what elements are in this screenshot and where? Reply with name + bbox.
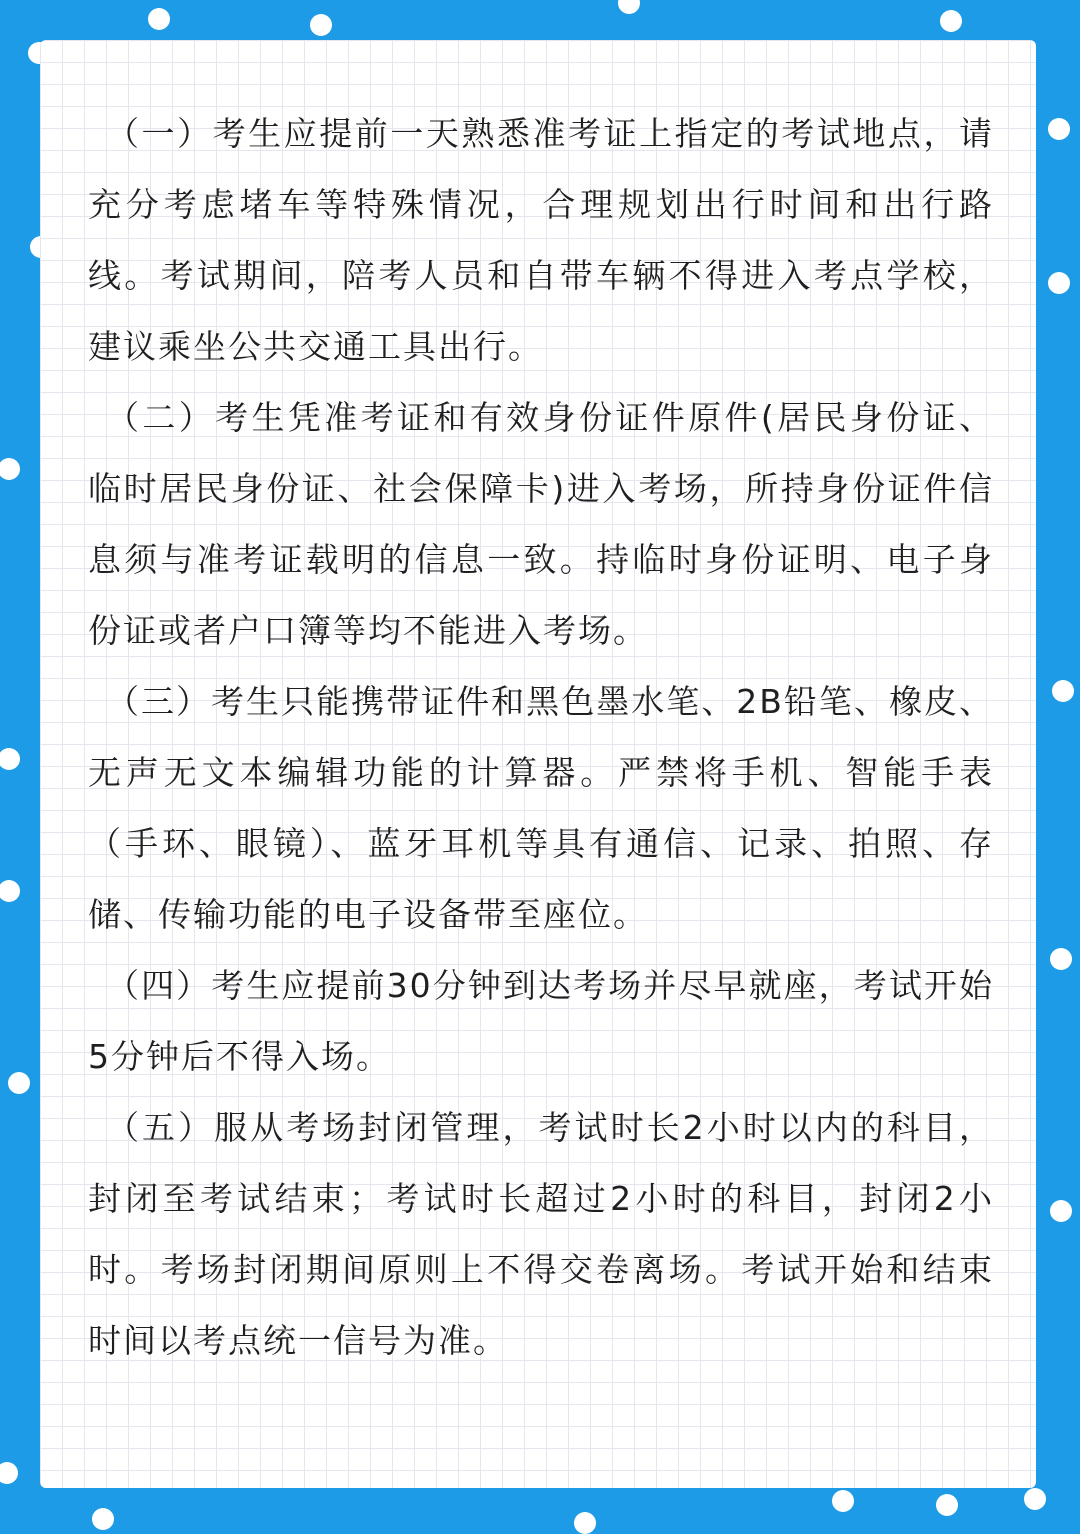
frame-dot: [1052, 680, 1074, 702]
frame-dot: [1050, 1200, 1072, 1222]
frame-dot: [310, 14, 332, 36]
frame-dot: [940, 10, 962, 32]
rule-paragraph-1: （一）考生应提前一天熟悉准考证上指定的考试地点，请充分考虑堵车等特殊情况，合理规划出行时间和出行路线。考试期间，陪考人员和自带车辆不得进入考点学校，建议乘坐公共交通工具出行。: [88, 114, 994, 366]
frame-dot: [0, 458, 20, 480]
rule-paragraph-3: （三）考生只能携带证件和黑色墨水笔、2B铅笔、橡皮、无声无文本编辑功能的计算器。严禁将手机、智能手表（手环、眼镜）、蓝牙耳机等具有通信、记录、拍照、存储、传输功能的电子设备带至座位。: [88, 682, 994, 934]
frame-dot: [0, 880, 20, 902]
exam-rules-text: [88, 98, 994, 1376]
frame-dot: [1048, 118, 1070, 140]
frame-dot: [574, 1512, 596, 1534]
frame-dot: [1024, 1488, 1046, 1510]
frame-dot: [1050, 948, 1072, 970]
frame-dot: [0, 1462, 18, 1484]
grid-paper-sheet: [40, 40, 1036, 1488]
rule-paragraph-4: （四）考生应提前30分钟到达考场并尽早就座，考试开始5分钟后不得入场。: [88, 966, 994, 1076]
frame-dot: [1048, 272, 1070, 294]
frame-dot: [618, 0, 640, 14]
frame-dot: [832, 1490, 854, 1512]
rule-paragraph-5: （五）服从考场封闭管理，考试时长2小时以内的科目，封闭至考试结束；考试时长超过2小时的科目，封闭2小时。考场封闭期间原则上不得交卷离场。考试开始和结束时间以考点统一信号为准。: [88, 1108, 994, 1360]
frame-dot: [0, 748, 20, 770]
frame-dot: [8, 1072, 30, 1094]
frame-dot: [936, 1494, 958, 1516]
frame-dot: [92, 1508, 114, 1530]
rule-paragraph-2: （二）考生凭准考证和有效身份证件原件(居民身份证、临时居民身份证、社会保障卡)进入考场，所持身份证件信息须与准考证载明的信息一致。持临时身份证明、电子身份证或者户口簿等均不能进入考场。: [88, 398, 994, 650]
frame-dot: [148, 8, 170, 30]
